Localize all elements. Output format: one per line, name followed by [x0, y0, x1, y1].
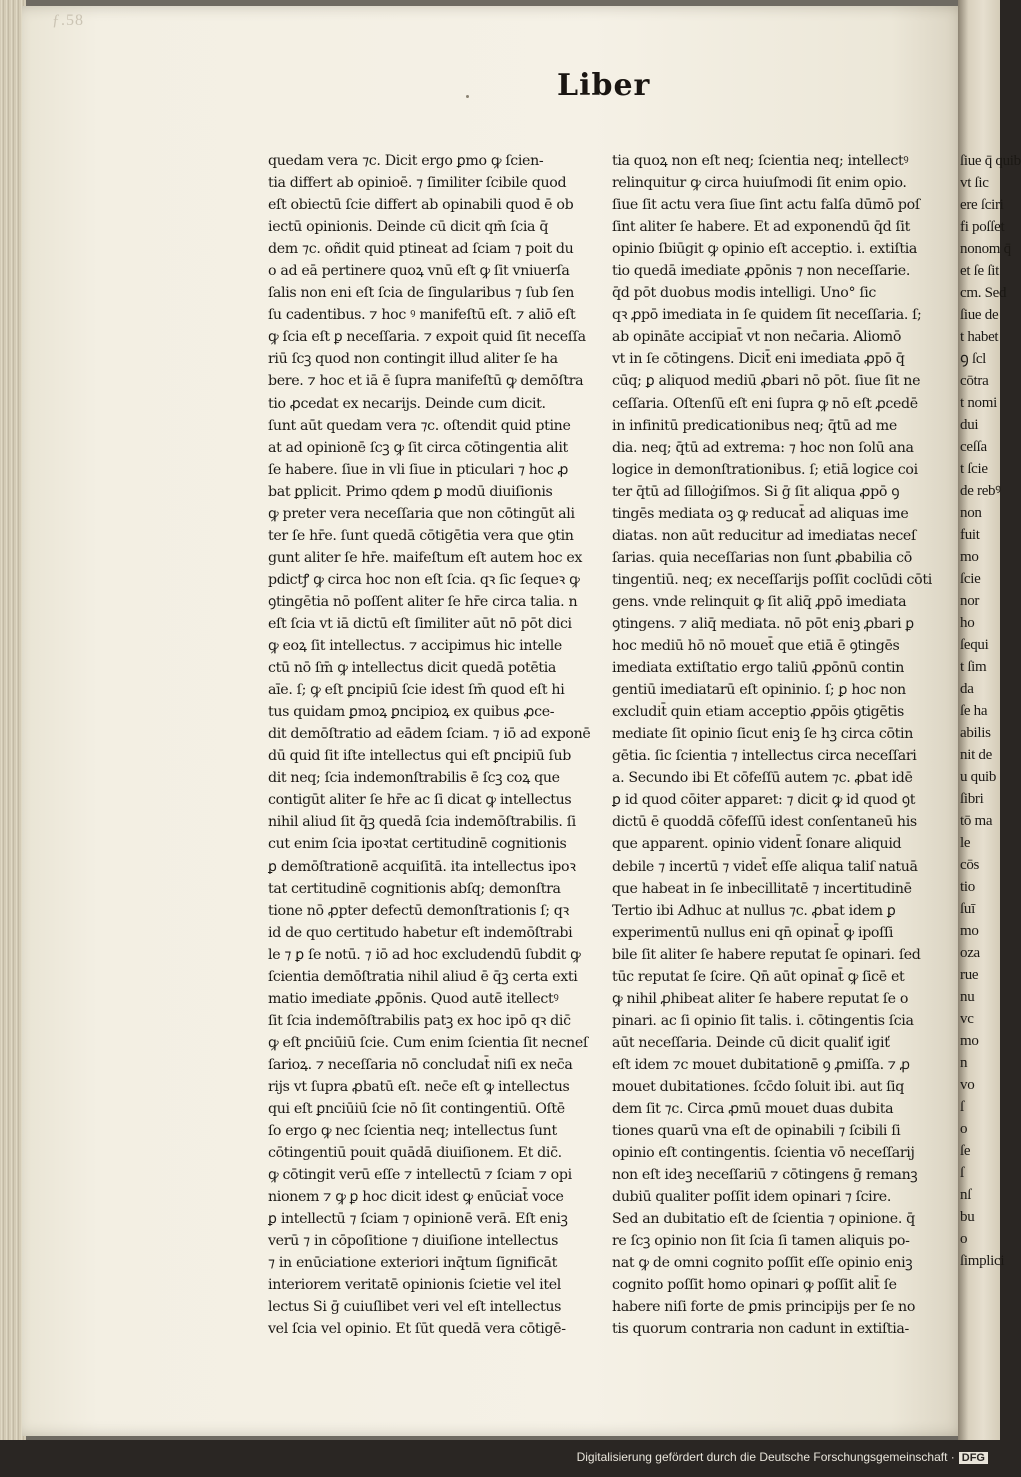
text-line: ſarias. quia neceſſarias non ſunt ꝓbabilia cō	[612, 549, 912, 566]
text-line: t ſcie	[960, 461, 988, 477]
text-line: ceſſaria. Oſtenſū eſt eni ſupra ꝙ nō eſt ꝓcedē	[612, 395, 918, 412]
text-line: fi poſſet	[960, 219, 1005, 235]
text-line: ſuī	[960, 901, 975, 917]
text-line: cōs	[960, 857, 980, 873]
text-line: cognito poſſit homo opinari ꝙ poſſit alit̄ ſe	[612, 1277, 897, 1294]
text-line: ter ſe hr̄e. ſunt quedā cōtigētia vera que ꝯtin	[268, 527, 574, 544]
dfg-logo: DFG	[959, 1452, 988, 1464]
text-line: hoc mediū hō nō mouet̄ que etiā ē ꝯtingēs	[612, 638, 900, 655]
text-line: t ſim	[960, 659, 987, 675]
text-line: t nomi	[960, 395, 997, 411]
text-line: ſiue ſit actu vera ſiue ſint actu falſa dūmō poſ	[612, 197, 920, 214]
text-line: verū ⁊ in cōpoſitione ⁊ diuiſione intellectus	[268, 1233, 559, 1250]
text-line: id de quo certitudo habetur eſt indemōſtrabi	[268, 924, 573, 941]
text-line: da	[960, 681, 974, 697]
text-line: at ad opinionē ſcꝫ ꝙ ſit circa cōtingentia alit	[268, 439, 568, 456]
text-line: oza	[960, 945, 980, 961]
text-line: ſu cadentibus. ⁊ hoc ꝰ manifeſtū eſt. ⁊ aliō eſt	[268, 307, 576, 324]
text-line: gunt aliter ſe hr̄e. maifeſtum eſt autem hoc ex	[268, 549, 583, 566]
text-line: ſ	[960, 1099, 964, 1115]
text-line: ⁊ in enūciatione exteriori inq̄tum ſignificāt	[268, 1255, 557, 1272]
text-line: cōtra	[960, 373, 989, 389]
text-line: que apparent. opinio vident̄ ſonare aliquid	[612, 836, 902, 853]
funding-credit-text: Digitalisierung gefördert durch die Deutsche Forschungsgemeinschaft ·	[576, 1450, 955, 1464]
text-line: ꝙ cōtingit verū eſſe ⁊ intellectū ⁊ ſciam ⁊ opi	[268, 1167, 572, 1184]
text-line: ſcie	[960, 571, 981, 587]
text-line: mouet dubitationes. ſcc̄do ſoluit ibi. aut ſiq	[612, 1078, 904, 1095]
text-line: tio	[960, 879, 975, 895]
text-line: bu	[960, 1209, 975, 1225]
text-line: tus quidam ꝑmoꝝ ꝑncipioꝝ ex quibus ꝓce-	[268, 704, 555, 721]
text-line: mo	[960, 923, 979, 939]
text-line: tione nō ꝓpter defectū demonſtrationis ſ; qꝛ	[268, 902, 569, 919]
text-line: bat ꝑplicit. Primo qdem ꝑ modū diuiſionis	[268, 483, 553, 500]
text-line: non	[960, 505, 982, 521]
text-line: aūt neceſſaria. Deinde cū dicit qualiť igiť	[612, 1034, 890, 1051]
text-line: dem ſit ⁊c. Circa ꝓmū mouet duas dubita	[612, 1101, 894, 1118]
text-line: u quib	[960, 769, 997, 785]
text-line: dia. neq; q̄tū ad extrema: ⁊ hoc non ſolū ana	[612, 439, 914, 456]
text-line: excludit̄ quin etiam acceptio ꝓpōis ꝯtigētis	[612, 704, 904, 721]
text-line: relinquitur ꝙ circa huiuſmodi ſit enim opio.	[612, 175, 907, 192]
text-line: ꝙ eſt ꝑnciūiū ſcie. Cum enim ſcientia ſit necneſ	[268, 1034, 588, 1051]
text-line: ꝙ nihil ꝓhibeat aliter ſe habere reputat ſe o	[612, 990, 909, 1007]
text-line: tio ꝓcedat ex necarijs. Deinde cum dicit.	[268, 395, 546, 412]
text-line: ſe	[960, 1143, 971, 1159]
text-column-right	[612, 150, 942, 1341]
text-line: pinari. ac ſi opinio ſit talis. i. cōtingentis ſcia	[612, 1012, 914, 1029]
text-line: ꝑ demōſtrationē acquiſitā. ita intellectus ipoꝛ	[268, 858, 576, 875]
text-line: ꝯtingens. ⁊ aliq̄ mediata. nō pōt eniꝫ ꝓbari ꝑ	[612, 615, 914, 632]
funding-credit	[577, 1450, 988, 1464]
footer-bar	[0, 1440, 1000, 1477]
text-line: ſarioꝝ. ⁊ neceſſaria nō concludat̄ niſi ex nec̄a	[268, 1056, 573, 1073]
folio-mark: ƒ.58	[52, 12, 84, 29]
text-line: tis quorum contraria non cadunt in extiſtia-	[612, 1321, 909, 1338]
text-line: ſalis non eni eſt ſcia de ſingularibus ⁊ ſub ſen	[268, 285, 575, 302]
text-line: in infinitū predicationibus neq; q̄tū ad me	[612, 417, 897, 434]
text-line: gētia. ſic ſcientia ⁊ intellectus circa neceſſari	[612, 748, 917, 765]
text-line: o	[960, 1121, 968, 1137]
text-line: mo	[960, 1033, 979, 1049]
text-line: logice in demonſtrationibus. ſ; etiā logice coi	[612, 461, 918, 478]
text-line: tūc reputat ſe ſcire. Qn̄ aūt opinat̄ ꝙ ſicē et	[612, 968, 905, 985]
text-line: vc	[960, 1011, 974, 1027]
text-line: ꝯ ſcl	[960, 351, 987, 367]
text-line: n	[960, 1055, 968, 1071]
text-line: eſt idem ⁊c mouet dubitationē ꝯ ꝓmiſſa. ⁊ ꝓ	[612, 1056, 910, 1073]
text-line: ſiue de	[960, 307, 999, 323]
text-line: lectus Si ḡ cuiuſlibet veri vel eſt intellectus	[268, 1299, 562, 1316]
text-line: qꝛ ꝓpō imediata in ſe quidem ſit neceſſaria. ſ;	[612, 307, 922, 324]
text-line: ceſſa	[960, 439, 987, 455]
text-line: tiones quarū vna eſt de opinabili ⁊ ſcibili ſi	[612, 1123, 901, 1140]
text-line: cut enim ſcia ipoꝛtat certitudinē cognitionis	[268, 836, 567, 853]
text-line: mediate ſit opinio ſicut eniꝫ ſe hꝫ circa cōtin	[612, 726, 913, 743]
text-line: et ſe ſit	[960, 263, 999, 279]
text-line: ſe habere. ſiue in vli ſiue in pticulari ⁊ hoc ꝓ	[268, 461, 569, 478]
text-line: cōtingentiū pouit quādā diuiſionem. Et dic̄.	[268, 1145, 562, 1162]
text-line: q̄d pōt duobus modis intelligi. Uno° ſic	[612, 285, 877, 302]
text-line: ho	[960, 615, 975, 631]
text-line: t habet	[960, 329, 999, 345]
text-line: riū ſcꝫ quod non contingit illud aliter ſe ha	[268, 351, 558, 368]
text-line: cm. Sed	[960, 285, 1007, 301]
text-line: pdictꝭ ꝙ circa hoc non eſt ſcia. qꝛ ſic ſequeꝛ ꝙ	[268, 571, 580, 588]
text-line: vt in ſe cōtingens. Dicit̄ eni imediata ꝓpō q̄	[612, 351, 905, 368]
text-line: nionem ⁊ ꝙ ꝑ hoc dicit idest ꝙ enūciat̄ voce	[268, 1189, 564, 1206]
text-line: non eſt ideꝫ neceſſariū ⁊ cōtingens ḡ remanꝫ	[612, 1167, 918, 1184]
text-line: nihil aliud ſit q̄ꝫ quedā ſcia indemōſtrabilis. ſi	[268, 814, 576, 831]
text-line: bile ſit aliter ſe habere reputat ſe opinari. ſed	[612, 946, 921, 963]
text-line: iectū opinionis. Deinde cū dicit qm̄ ſcia q̄	[268, 219, 549, 236]
text-line: bere. ⁊ hoc et iā ē ſupra manifeſtū ꝙ demōſtra	[268, 373, 584, 390]
text-line: dictū ē quoddā cōfeſſū idest conſentaneū his	[612, 814, 917, 831]
facing-page-edge	[958, 0, 1021, 1440]
text-line: vel ſcia vel opinio. Et ſūt quedā vera cōtigē-	[268, 1321, 566, 1338]
text-line: nit de	[960, 747, 992, 763]
text-line: opinio eſt contingentis. ſcientia vō neceſſarij	[612, 1145, 915, 1162]
text-line: ab opināte accipiat̄ vt non nec̄aria. Aliomō	[612, 329, 902, 346]
text-column-left	[268, 150, 590, 1341]
text-line: nat ꝙ de omni cognito poſſit eſſe opinio eniꝫ	[612, 1255, 913, 1272]
text-line: dubiū qualiter poſſit idem opinari ⁊ ſcire.	[612, 1189, 892, 1206]
text-line: ꝙ preter vera neceſſaria que non cōtingūt ali	[268, 505, 575, 522]
text-line: cūq; ꝑ aliquod mediū ꝓbari nō pōt. ſiue ſit ne	[612, 373, 921, 390]
text-line: ꝙ eoꝝ ſit intellectus. ⁊ accipimus hic intelle	[268, 638, 562, 655]
text-line: fuit	[960, 527, 980, 543]
text-line: tat certitudinē cognitionis abſq; demonſtra	[268, 880, 561, 897]
text-line: o	[960, 1231, 968, 1247]
text-line: gentiū imediatarū eſt opininio. ſ; ꝑ hoc non	[612, 682, 906, 699]
text-line: opinio ſbiūgit ꝙ opinio eſt acceptio. i. extiſtia	[612, 241, 918, 258]
text-line: contigūt aliter ſe hr̄e ac ſi dicat ꝙ intellectus	[268, 792, 572, 809]
text-line: Sed an dubitatio eſt de ſcientia ⁊ opinione. q̄	[612, 1211, 915, 1228]
text-line: nor	[960, 593, 980, 609]
text-line: ere ſciri	[960, 197, 1004, 213]
text-line: ſimplici	[960, 1253, 1005, 1269]
text-line: ꝑ intellectū ⁊ ſciam ⁊ opinionē verā. Eſt eniꝫ	[268, 1211, 568, 1228]
text-line: le	[960, 835, 971, 851]
text-line: quedam vera ⁊c. Dicit ergo ꝑmo ꝙ ſcien-	[268, 153, 544, 169]
text-line: ſ	[960, 1165, 964, 1181]
text-line: tio quedā imediate ꝓpōnis ⁊ non neceſſarie.	[612, 263, 911, 280]
text-line: tō ma	[960, 813, 993, 829]
text-line: interiorem veritatē opinionis ſcietie vel itel	[268, 1277, 561, 1294]
text-line: re ſcꝫ opinio non ſit ſcia ſi tamen aliquis po-	[612, 1233, 910, 1250]
text-line: ſint aliter ſe habere. Et ad exponendū q̄d ſit	[612, 219, 910, 236]
running-head: Liber	[557, 68, 651, 103]
text-line: ſiue q̄ quib	[960, 153, 1021, 169]
text-line: ſibri	[960, 791, 984, 807]
text-line: gens. vnde relinquit ꝙ ſit aliq̄ ꝓpō imediata	[612, 593, 907, 610]
text-line: eſt ſcia vt iā dictū eſt ſimiliter aūt nō pōt dici	[268, 615, 572, 632]
text-line: ꝙ ſcia eſt ꝑ neceſſaria. ⁊ expoit quid ſit neceſſa	[268, 329, 586, 346]
text-line: rue	[960, 967, 979, 983]
text-line: tia quoꝝ non eſt neq; ſcientia neq; intellectꝰ	[612, 153, 909, 169]
text-line: debile ⁊ incertū ⁊ videt̄ eſſe aliqua taliſ natuā	[612, 858, 918, 875]
text-line: Tertio ibi Adhuc at nullus ⁊c. ꝓbat idem ꝑ	[612, 902, 896, 919]
facing-page-text	[960, 150, 1020, 1272]
text-line: ſunt aūt quedam vera ⁊c. oſtendit quid ptine	[268, 417, 571, 434]
text-line: vt ſic	[960, 175, 989, 191]
text-line: ter q̄tū ad ſilloġiſmos. Si ḡ ſit aliqua ꝓpō ꝯ	[612, 483, 900, 500]
text-line: ſit ſcia indemōſtrabilis patꝫ ex hoc ipō qꝛ dic̄	[268, 1012, 571, 1029]
text-line: diatas. non aūt reducitur ad imediatas neceſ	[612, 527, 916, 544]
text-line: aīe. ſ; ꝙ eſt ꝑncipiū ſcie idest ſm̄ quod eſt hi	[268, 682, 565, 699]
text-line: abilis	[960, 725, 991, 741]
text-line: matio imediate ꝓpōnis. Quod autē itellectꝰ	[268, 990, 559, 1007]
text-line: nſ	[960, 1187, 972, 1203]
text-line: ſequi	[960, 637, 989, 653]
text-line: dem ⁊c. oñdit quid ptineat ad ſciam ⁊ poit du	[268, 241, 574, 258]
text-line: eſt obiectū ſcie differt ab opinabili quod ē ob	[268, 197, 574, 214]
text-line: habere niſi forte de ꝑmis principijs per ſe no	[612, 1299, 916, 1316]
text-line: tingēs mediata oꝫ ꝙ reducat̄ ad aliquas ime	[612, 505, 909, 522]
ink-dot	[466, 95, 469, 98]
text-line: vo	[960, 1077, 975, 1093]
text-line: que habeat in ſe inbecillitatē ⁊ incertitudinē	[612, 880, 912, 897]
text-line: dū quid ſit iſte intellectus qui eſt ꝑncipiū ſub	[268, 748, 571, 765]
text-line: nu	[960, 989, 975, 1005]
text-line: ꝯtingētia nō poſſent aliter ſe hr̄e circa talia. n	[268, 593, 578, 610]
text-line: mo	[960, 549, 979, 565]
text-line: ꝑ id quod cōiter apparet: ⁊ dicit ꝙ id quod ꝯt	[612, 792, 916, 809]
text-line: dit demōſtratio ad eādem ſciam. ⁊ iō ad exponē	[268, 726, 591, 743]
text-line: ſe ha	[960, 703, 988, 719]
text-line: ſcientia demōſtratia nihil aliud ē q̄ꝫ certa exti	[268, 968, 578, 985]
text-line: imediata extiſtatio ergo taliū ꝓpōnū contin	[612, 660, 905, 677]
text-line: le ⁊ ꝑ ſe notū. ⁊ iō ad hoc excludendū ſubdit ꝙ	[268, 946, 581, 963]
text-line: de rebꝰ	[960, 483, 1001, 499]
text-line: nonom q̄	[960, 241, 1011, 257]
text-line: a. Secundo ibi Et cōfeſſū autem ⁊c. ꝓbat idē	[612, 770, 913, 787]
text-line: tia differt ab opinioē. ⁊ ſimiliter ſcibile quod	[268, 175, 567, 192]
text-line: experimentū nullus eni qn̄ opinat̄ ꝙ ipoſſi	[612, 924, 894, 941]
text-line: dit neq; ſcia indemonſtrabilis ē ſcꝫ coꝝ que	[268, 770, 560, 787]
text-line: rijs vt ſupra ꝓbatū eſt. nec̄e eſt ꝙ intellectus	[268, 1078, 570, 1095]
text-line: ſo ergo ꝙ nec ſcientia neq; intellectus ſunt	[268, 1123, 557, 1140]
text-line: ctū nō ſm̄ ꝙ intellectus dicit quedā potētia	[268, 660, 557, 677]
text-line: dui	[960, 417, 979, 433]
text-line: o ad eā pertinere quoꝝ vnū eſt ꝙ ſit vniuerſa	[268, 263, 570, 280]
text-line: qui eſt ꝑnciūiū ſcie nō ſit contingentiū. Oſtē	[268, 1101, 565, 1118]
text-line: tingentiū. neq; ex neceſſarijs poſſit coclūdi cōti	[612, 571, 932, 588]
